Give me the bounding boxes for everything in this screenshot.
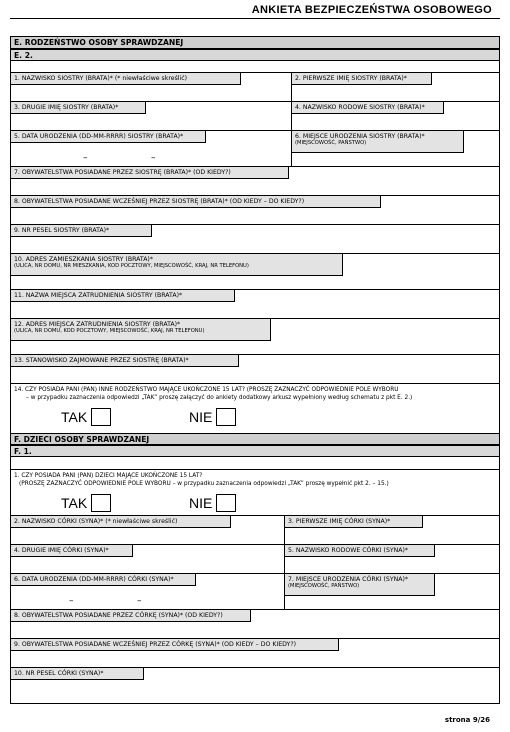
field-sibling-first-name[interactable] <box>291 73 499 101</box>
section-e2-title: E. 2. <box>11 49 499 61</box>
label-sibling-pesel: 9. NR PESEL SIOSTRY (BRATA)* <box>11 225 152 237</box>
label-child-surname: 2. NAZWISKO CÓRKI (SYNA)* (* niewłaściwe skreślić) <box>11 516 231 528</box>
field-child-maiden-name[interactable] <box>284 545 499 573</box>
label-sibling-second-name: 3. DRUGIE IMIĘ SIOSTRY (BRATA)* <box>11 102 146 114</box>
row-e-employer-address <box>11 318 499 354</box>
field-sibling-employer-address[interactable] <box>11 319 499 354</box>
no-checkbox[interactable] <box>216 408 236 426</box>
no-checkbox[interactable] <box>216 494 236 512</box>
row-e-name <box>11 72 499 101</box>
question-subtext: – w przypadku zaznaczenia odpowiedzi „TAK” proszę załączyć do ankiety dodatkowy arkusz wypełniony według schematu z pkt E. 2.) <box>26 394 413 401</box>
yes-label: TAK <box>61 409 88 425</box>
row-e-citizenship <box>11 166 499 195</box>
question-text: 1. CZY POSIADA PANI (PAN) DZIECI MAJĄCE UKOŃCZONE 15 LAT? <box>14 473 203 479</box>
field-sibling-address[interactable] <box>11 254 499 289</box>
field-child-citizenship[interactable] <box>11 610 499 638</box>
label-sibling-position: 13. STANOWISKO ZAJMOWANE PRZEZ SIOSTRĘ (BRATA)* <box>11 355 239 367</box>
yes-checkbox[interactable] <box>91 494 111 512</box>
field-sibling-citizenship[interactable] <box>11 167 499 195</box>
field-sibling-birth-date[interactable] <box>11 131 291 166</box>
label-sibling-birth-date: 5. DATA URODZENIA (DD-MM-RRRR) SIOSTRY (BRATA)* <box>11 131 206 143</box>
row-e-pesel <box>11 224 499 253</box>
label-sibling-prev-citizenship: 8. OBYWATELSTWA POSIADANE WCZEŚNIEJ PRZEZ SIOSTRĘ (BRATA)* (OD KIEDY – DO KIEDY?) <box>11 196 381 208</box>
field-child-first-name[interactable] <box>284 516 499 544</box>
field-sibling-second-name[interactable] <box>11 102 291 130</box>
row-f-names2 <box>11 544 499 573</box>
field-sibling-birth-place[interactable] <box>291 131 499 166</box>
field-sibling-maiden-name[interactable] <box>291 102 499 130</box>
row-f-prev-citizenship <box>11 638 499 667</box>
row-f-citizenship <box>11 609 499 638</box>
header-title: ANKIETA BEZPIECZEŃSTWA OSOBOWEGO <box>251 4 492 16</box>
row-e-address <box>11 253 499 289</box>
row-f-birth <box>11 573 499 609</box>
row-e-position <box>11 354 499 383</box>
field-sibling-pesel[interactable] <box>11 225 499 253</box>
field-sibling-surname[interactable] <box>11 73 291 101</box>
date-separator: – <box>137 596 142 606</box>
field-child-pesel[interactable] <box>11 668 499 703</box>
label-child-prev-citizenship: 9. OBYWATELSTWA POSIADANE WCZEŚNIEJ PRZEZ CÓRKĘ (SYNA)* (OD KIEDY – DO KIEDY?) <box>11 639 339 651</box>
form-frame <box>10 36 500 704</box>
field-child-surname[interactable] <box>11 516 284 544</box>
label-text: 12. ADRES MIEJSCA ZATRUDNIENIA SIOSTRY (BRATA)* <box>14 321 181 328</box>
label-sibling-birth-place <box>292 131 464 153</box>
question-children <box>14 473 389 488</box>
row-f-name <box>11 515 499 544</box>
field-child-birth-place[interactable] <box>284 574 499 609</box>
field-child-birth-date[interactable] <box>11 574 284 609</box>
label-subtext: (MIEJSCOWOŚĆ, PAŃSTWO) <box>295 140 367 146</box>
label-child-second-name: 4. DRUGIE IMIĘ CÓRKI (SYNA)* <box>11 545 133 557</box>
date-separator: – <box>151 153 156 163</box>
row-e-employer <box>11 289 499 318</box>
label-child-birth-date: 6. DATA URODZENIA (DD-MM-RRRR) CÓRKI (SYNA)* <box>11 574 196 586</box>
label-sibling-maiden-name: 4. NAZWISKO RODOWE SIOSTRY (BRATA)* <box>292 102 444 114</box>
label-subtext: (MIEJSCOWOŚĆ, PAŃSTWO) <box>288 583 360 589</box>
field-sibling-employer[interactable] <box>11 290 499 318</box>
page-number: strona 9/26 <box>444 716 490 724</box>
header-rule <box>10 18 500 19</box>
label-sibling-address <box>11 254 343 276</box>
label-sibling-surname: 1. NAZWISKO SIOSTRY (BRATA)* (* niewłaściwe skreślić) <box>11 73 241 85</box>
label-subtext: (ULICA, NR DOMU, NR MIESZKANIA, KOD POCZTOWY, MIEJSCOWOŚĆ, KRAJ, NR TELEFONU) <box>14 263 249 269</box>
label-sibling-employer-address <box>11 319 271 341</box>
question-subtext: (PROSZĘ ZAZNACZYĆ ODPOWIEDNIE POLE WYBORU – w przypadku zaznaczenia odpowiedzi „TAK” proszę wypełnić pkt 2. – 15.) <box>19 480 389 487</box>
no-label: NIE <box>189 495 213 511</box>
row-e-prev-citizenship <box>11 195 499 224</box>
label-child-birth-place <box>285 574 435 596</box>
row-f-children <box>11 469 499 515</box>
label-child-first-name: 3. PIERWSZE IMIĘ CÓRKI (SYNA)* <box>285 516 423 528</box>
field-child-second-name[interactable] <box>11 545 284 573</box>
label-sibling-citizenship: 7. OBYWATELSTWA POSIADANE PRZEZ SIOSTRĘ (BRATA)* (OD KIEDY?) <box>11 167 289 179</box>
label-sibling-first-name: 2. PIERWSZE IMIĘ SIOSTRY (BRATA)* <box>292 73 432 85</box>
question-other-siblings <box>14 387 412 402</box>
label-text: 7. MIEJSCE URODZENIA CÓRKI (SYNA)* <box>288 576 408 583</box>
section-f-title: F. DZIECI OSOBY SPRAWDZANEJ <box>11 433 499 445</box>
label-text: 6. MIEJSCE URODZENIA SIOSTRY (BRATA)* <box>295 133 425 140</box>
field-sibling-position[interactable] <box>11 355 499 383</box>
row-e-birth <box>11 130 499 166</box>
question-text: 14. CZY POSIADA PANI (PAN) INNE RODZEŃSTWO MAJĄCE UKOŃCZONE 15 LAT? (PROSZĘ ZAZNACZYĆ ODPOWIEDNIE POLE WYBORU <box>14 387 399 393</box>
label-child-citizenship: 8. OBYWATELSTWA POSIADANE PRZEZ CÓRKĘ (SYNA)* (OD KIEDY?) <box>11 610 251 622</box>
row-e-other-siblings <box>11 383 499 429</box>
label-child-pesel: 10. NR PESEL CÓRKI (SYNA)* <box>11 668 144 680</box>
label-subtext: (ULICA, NR DOMU, KOD POCZTOWY, MIEJSCOWOŚĆ, KRAJ, NR TELEFONU) <box>14 328 205 334</box>
field-child-prev-citizenship[interactable] <box>11 639 499 667</box>
section-f1-title: F. 1. <box>11 445 499 457</box>
field-sibling-prev-citizenship[interactable] <box>11 196 499 224</box>
label-sibling-employer: 11. NAZWA MIEJSCA ZATRUDNIENIA SIOSTRY (BRATA)* <box>11 290 235 302</box>
section-e-title: E. RODZEŃSTWO OSOBY SPRAWDZANEJ <box>11 37 499 49</box>
label-child-maiden-name: 5. NAZWISKO RODOWE CÓRKI (SYNA)* <box>285 545 435 557</box>
row-f-pesel <box>11 667 499 703</box>
date-separator: – <box>83 153 88 163</box>
yes-checkbox[interactable] <box>91 408 111 426</box>
row-e-names2 <box>11 101 499 130</box>
label-text: 10. ADRES ZAMIESZKANIA SIOSTRY (BRATA)* <box>14 256 153 263</box>
date-separator: – <box>69 596 74 606</box>
no-label: NIE <box>189 409 213 425</box>
yes-label: TAK <box>61 495 88 511</box>
